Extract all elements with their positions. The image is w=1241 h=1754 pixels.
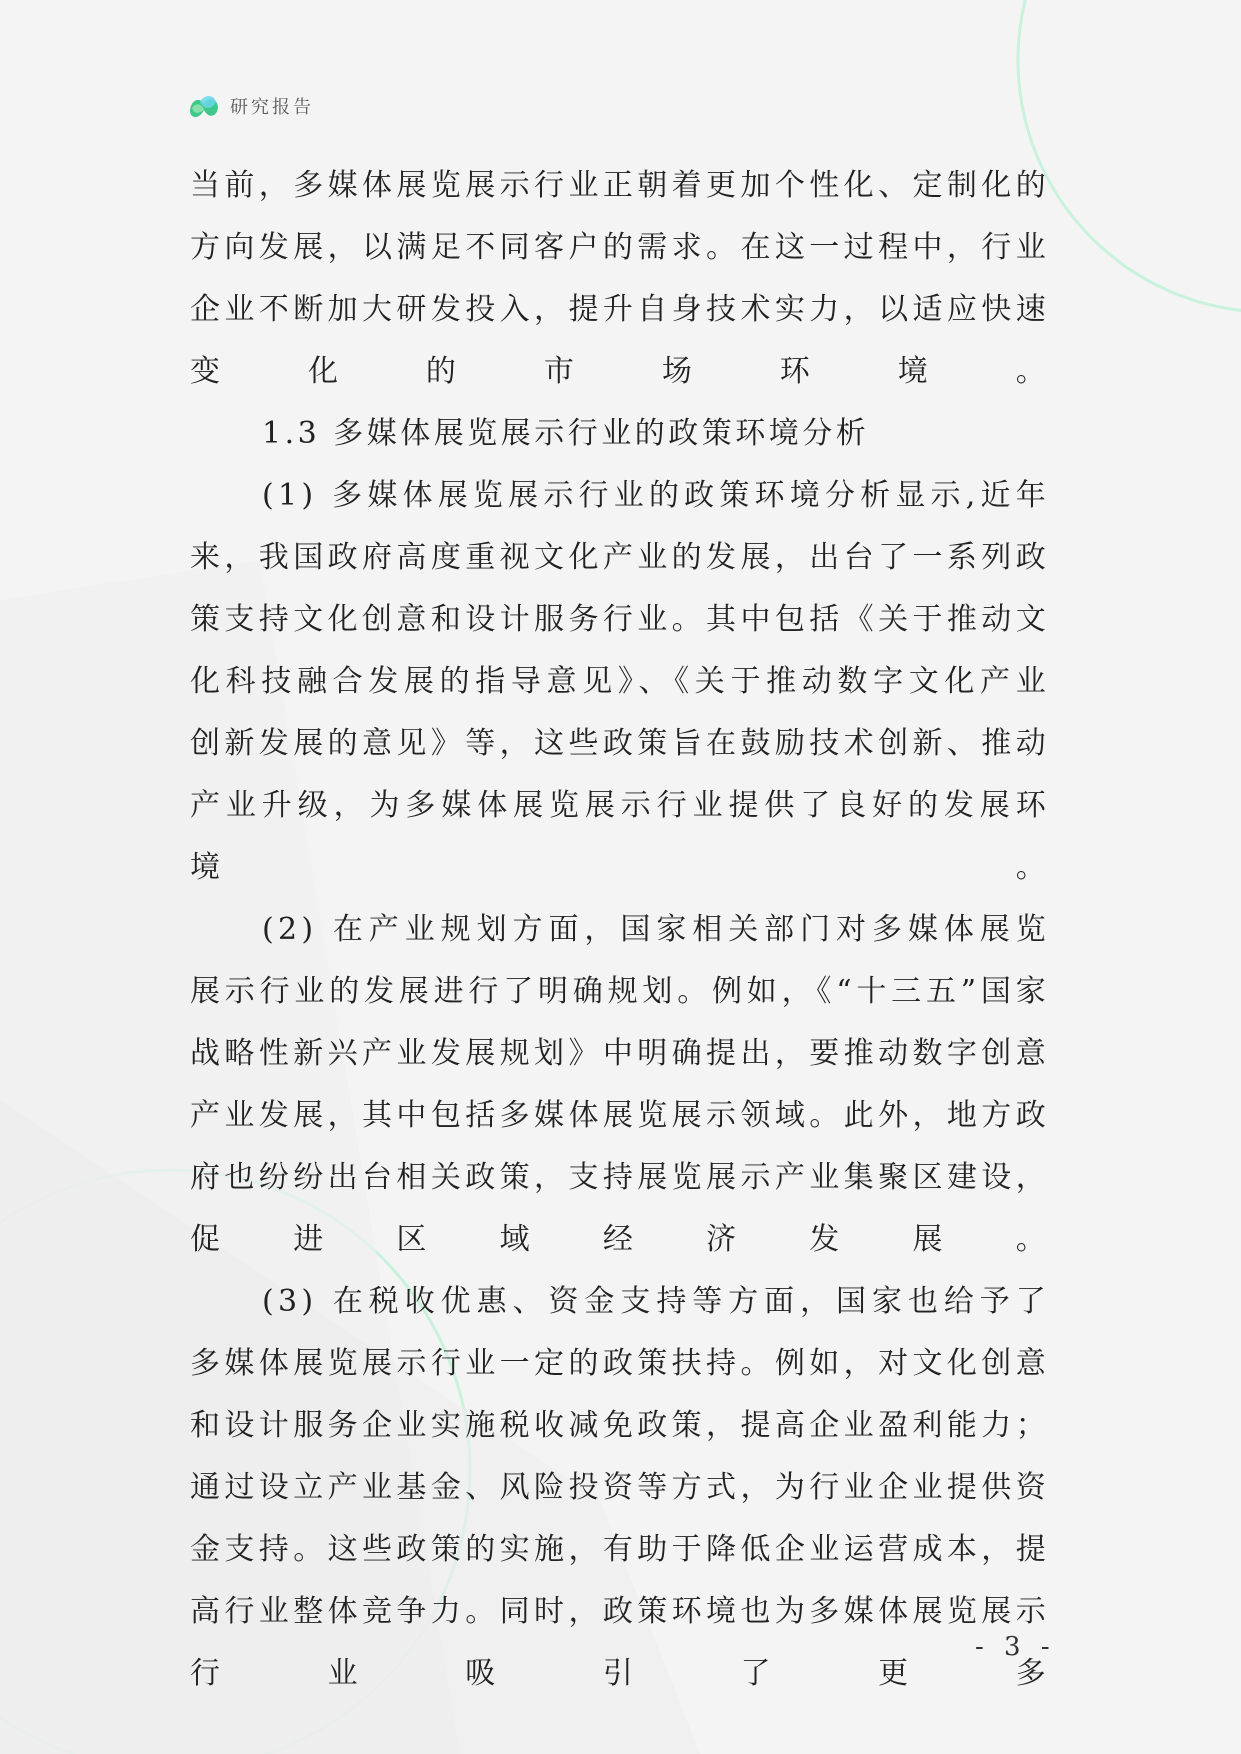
page-number: - 3 - <box>975 1632 1056 1662</box>
top-right-arc <box>1018 0 1241 312</box>
report-header <box>186 88 314 124</box>
header-title: 研究报告 <box>230 97 314 118</box>
leaf-logo-icon <box>186 88 222 124</box>
policy-paragraph-2: (2) 在产业规划方面，国家相关部门对多媒体展览展示行业的发展进行了明确规划。例如，《“十三五”国家战略性新兴产业发展规划》中明确提出，要推动数字创意产业发展，其中包括多媒体展览展示领域。此外，地方政府也纷纷出台相关政策，支持展览展示产业集聚区建设，促进区域经济发展。 <box>190 912 1050 1257</box>
policy-paragraph-1: (1) 多媒体展览展示行业的政策环境分析显示,近年来，我国政府高度重视文化产业的发展，出台了一系列政策支持文化创意和设计服务行业。其中包括《关于推动文化科技融合发展的指导意见》、《关于推动数字文化产业创新发展的意见》等，这些政策旨在鼓励技术创新、推动产业升级，为多媒体展览展示行业提供了良好的发展环境。 <box>190 478 1050 885</box>
intro-paragraph: 当前，多媒体展览展示行业正朝着更加个性化、定制化的方向发展，以满足不同客户的需求。在这一过程中，行业企业不断加大研发投入，提升自身技术实力，以适应快速变化的市场环境。 <box>190 168 1050 389</box>
section-heading: 1.3 多媒体展览展示行业的政策环境分析 <box>262 416 870 451</box>
document-body <box>190 155 1050 1705</box>
policy-paragraph-3: (3) 在税收优惠、资金支持等方面，国家也给予了多媒体展览展示行业一定的政策扶持。例如，对文化创意和设计服务企业实施税收减免政策，提高企业盈利能力；通过设立产业基金、风险投资等方式，为行业企业提供资金支持。这些政策的实施，有助于降低企业运营成本，提高行业整体竞争力。同时，政策环境也为多媒体展览展示行业吸引了更多 <box>190 1284 1050 1691</box>
